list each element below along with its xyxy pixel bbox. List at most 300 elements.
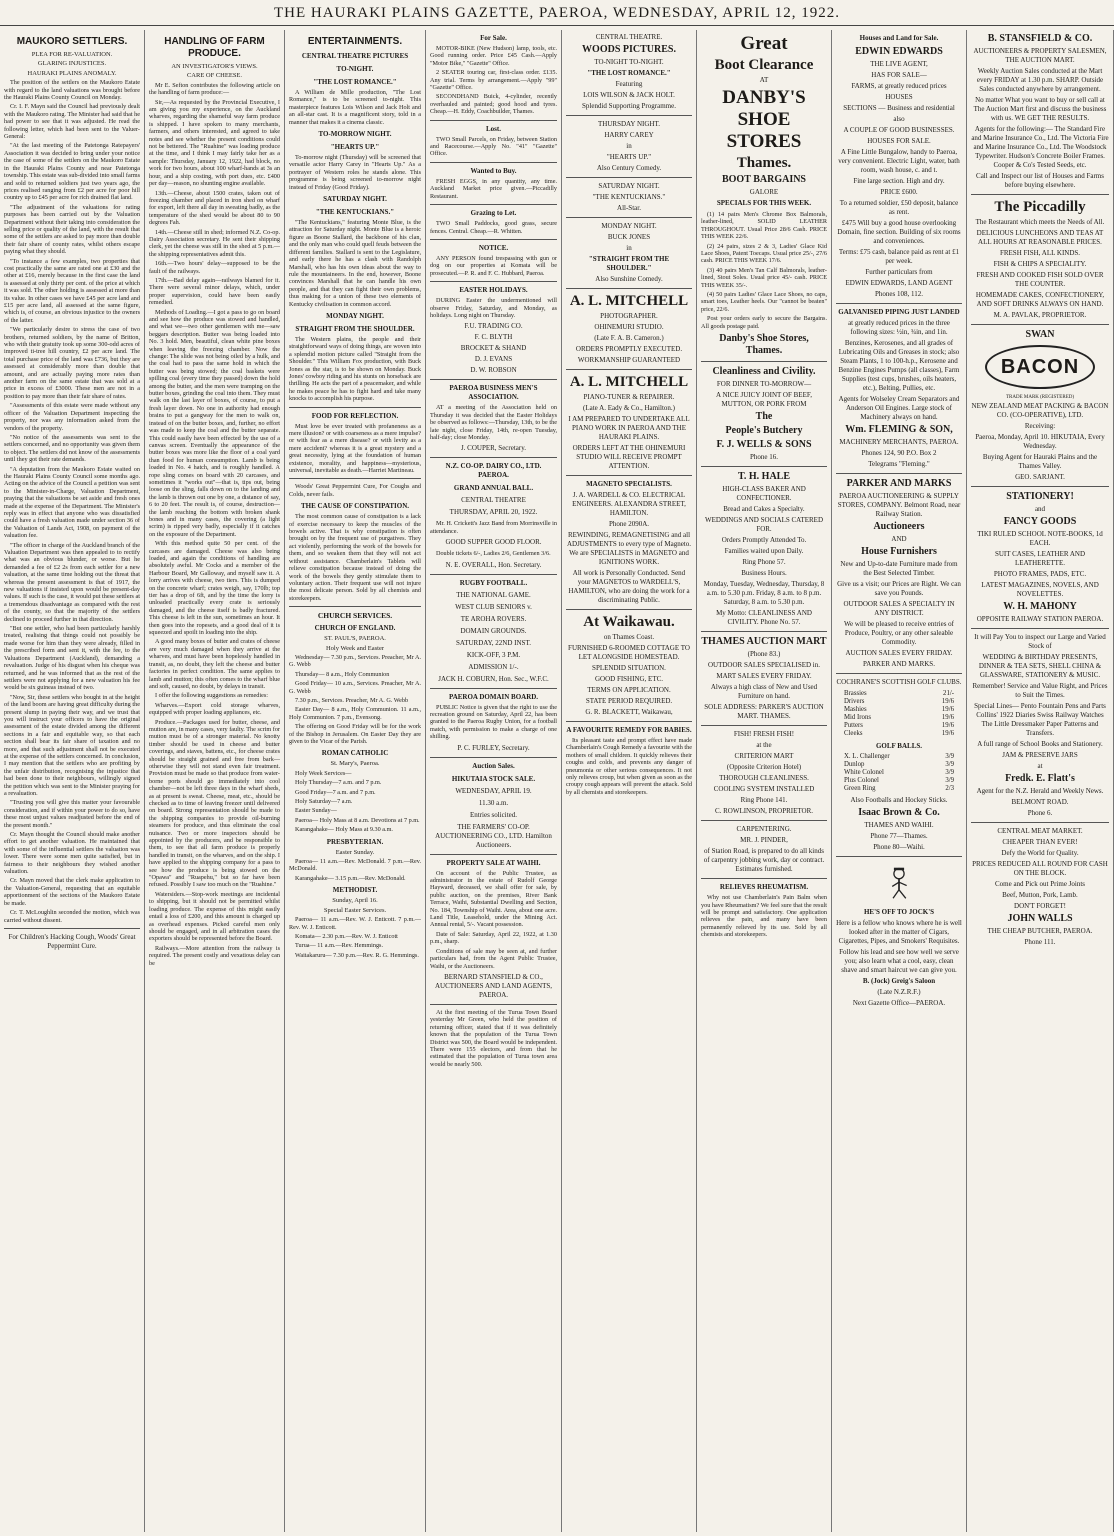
danbys-ad <box>701 33 827 208</box>
mahony-name: W. H. MAHONY <box>1003 601 1077 612</box>
divider <box>701 725 827 726</box>
house-475: £475 Will buy a good house overlooking Domain, fine section. Building of six rooms and conveniences. <box>837 219 961 245</box>
families: Families waited upon Daily. <box>724 547 804 556</box>
waihi-date: Date of Sale: Saturday, April 22, 1922, at 1.30 p.m., sharp. <box>430 930 557 946</box>
greig-saloon: B. (Jock) Greig's Saloon <box>862 977 936 985</box>
lost-romance-title: "THE LOST ROMANCE." <box>587 69 671 77</box>
waihi-conditions: Conditions of sale may be seen at, and further particulars had, from the Agent Public Trustee, Waihi, or the Auctioneers. <box>430 947 557 970</box>
criterion-mart-ad <box>701 730 827 816</box>
methodist-services-list <box>289 916 421 959</box>
buying-agent: Buying Agent for Hauraki Plains and the Thames Valley. <box>982 453 1098 470</box>
homemade: HOMEMADE CAKES, CONFECTIONERY, AND SOFT DRINKS ALWAYS ON HAND. <box>975 291 1105 308</box>
column-1 <box>0 30 145 1532</box>
article-paragraph: Cr. Mayn moved that the clerk make application to the Valuation-General, requesting that an equitable apportionment of the sections of the Maukoro Estate be made. <box>4 877 140 907</box>
fleming-name: Wm. FLEMING & SON, <box>845 424 953 435</box>
article-title-farm-produce: HANDLING OF FARM PRODUCE. <box>164 36 265 59</box>
hikutaia-heading: HIKUTAIA STOCK SALE. <box>451 774 536 783</box>
divider <box>566 369 692 370</box>
golf-clubs-list <box>836 690 962 738</box>
boot-special-item: (4) 50 pairs Ladies' Glace Lace Shoes, no caps, smart toes, Leather heels. Our "cannot be beaten" price, 22/6. <box>701 291 827 313</box>
golf-balls-heading: GOLF BALLS. <box>875 742 923 750</box>
service-entry: Karangahake— Holy Mass at 9.30 a.m. <box>295 826 393 834</box>
divider <box>566 721 692 722</box>
divider <box>430 204 557 205</box>
divider <box>836 303 962 304</box>
furniture: Always a high class of New and Used Furniture on hand. <box>710 683 818 701</box>
fishing: GOOD FISHING, ETC. <box>594 675 664 683</box>
pay-inspect: It will Pay You to inspect our Large and Varied Stock of <box>974 633 1106 650</box>
parker-marks-footer: PARKER AND MARKS. <box>863 660 935 668</box>
service-entry: Paeroa— 11 a.m.—Rev. W. J. Enticott. 7 p.m.—Rev. W. J. Enticott. <box>289 916 421 931</box>
motto: My Motto: CLEANLINESS AND CIVILITY. Phone No. 57. <box>716 609 812 627</box>
hearts-up-text: To-morrow night (Thursday) will be screened that versatile actor Harry Carey in "Hearts Up." As a portrayer of Western roles he stands alone. This programme is being screened to-morrow night instead of Friday (Good Friday). <box>289 154 421 191</box>
article-paragraph: Wharves.—Export cold storage wharves, equipped with proper loading appliances, etc. <box>149 701 280 717</box>
subhead: PLEA FOR RE-VALUATION. <box>31 51 113 58</box>
article-paragraph: Watersiders.—Stop-work meetings are incidental to shipping, but it should not be permitted whilst loading produce. The expense of this might easily entail a loss of £200, and this amount is charged up as overhead expenses. Picked careful men only should be engaged, and in all arbitration cases the exporters should be represented before the Board. <box>149 890 280 943</box>
divider <box>701 631 827 632</box>
price-row <box>836 769 962 777</box>
cooked-fish: FRESH AND COOKED FISH SOLD OVER THE COUNTER. <box>976 271 1104 288</box>
item-price: 19/6 <box>941 706 954 713</box>
babies-heading: A FAVOURITE REMEDY FOR BABIES. <box>566 726 692 734</box>
cheaper: CHEAPER THAN EVER! <box>1002 838 1078 846</box>
sole-address: SOLE ADDRESS: PARKER'S AUCTION MART. THAMES. <box>704 703 824 721</box>
trade-mark: TRADE MARK (REGISTERED) <box>1005 395 1075 400</box>
divider <box>971 486 1109 487</box>
central-theatre: CENTRAL THEATRE. <box>595 33 663 41</box>
for-sale-list <box>430 45 557 116</box>
insurance-agents: Agents for the following:— The Standard Fire and Marine Insurance Co., Ltd. The Victoria Fire and Marine Insurance Co., Ltd. The Woodstock Typewriter. Hudson's Concrete Boiler Frames. Cooper & Co's Tested Seeds, etc. <box>971 125 1109 169</box>
edwards-ad <box>836 46 962 299</box>
st-marys-heading: St. Mary's, Paeroa. <box>330 760 380 768</box>
and: AND <box>891 535 907 543</box>
state-period: STATE PERIOD REQUIRED. <box>585 697 673 705</box>
wanted-heading: Wanted to Buy. <box>470 166 517 175</box>
waihi-para: On account of the Public Trustee, as administrator in the estate of Rudolf George Hayward, deceased, we shall offer for sale, by public auction, on the premises, River Bank Terrace, Waihi, Substantial Dwelling and Section, No. 184, Township of Waihi. Area, about one acre. Land Title, Leasehold, under the Mining Act. Annual rental, 5/-. Vacant possession. <box>430 869 557 929</box>
hale-name: T. H. HALE <box>737 471 791 483</box>
isaac-brown-ad <box>836 796 962 852</box>
cheap-butcher: THE CHEAP BUTCHER, PAEROA. <box>987 927 1093 935</box>
divider <box>289 606 421 607</box>
couper-signature: J. COUPER, Secretary. <box>460 444 527 453</box>
magazines: LATEST MAGAZINES, NOVELS, AND NOVELETTES. <box>981 581 1099 598</box>
sections: SECTIONS — Business and residential <box>843 104 955 112</box>
new-furniture: New and Up-to-date Furniture made from the Best Selected Timber. <box>840 560 958 577</box>
pinder-text: of Station Road, is prepared to do all kinds of carpentry jobbing work, day or contract. Estimates furnished. <box>703 847 825 874</box>
methodist-heading: METHODIST. <box>332 886 378 895</box>
divider <box>701 878 827 879</box>
divider <box>836 473 962 474</box>
constipation-heading: THE CAUSE OF CONSTIPATION. <box>301 502 409 511</box>
divider <box>430 457 557 458</box>
houses: HOUSES <box>885 93 913 101</box>
service-entry: Paeroa— 11 a.m.—Rev. McDonald. 7 p.m.—Rev. McDonald. <box>289 858 421 873</box>
presbyterian-heading: PRESBYTERIAN. <box>326 837 384 846</box>
photo-frames: PHOTO FRAMES, PADS, ETC. <box>993 570 1087 578</box>
subhead: CARE OF CHEESE. <box>186 72 243 80</box>
fish-chips: FISH & CHIPS A SPECIALITY. <box>993 260 1087 268</box>
article-paragraph: With this method quite 50 per cent. of the carcases are damaged. Cheese was also being loaded, and again the conditions of handling are absolutely awful. Mr Cocks and a member of the Harbour Board, Mr Galloway, and myself saw it. A lorry arrives with cheese, two tiers. This is dumped on the concrete wharf; crates weigh, say, 170lb; top tier has a drop of 6ft, and by the time the lorry is unloaded practically every crate is seriously damaged, and the cheese itself is badly fractured. This cheese is left in the sun, sometimes an hour. It then goes into the ropesets, and a good deal of it is squeezed and spoilt in loading into the ship. <box>149 540 280 637</box>
returned-soldier: To a returned soldier, £50 deposit, balance as rent. <box>839 199 959 216</box>
service-entry: Waitakaruru— 7.30 p.m.—Rev. R. G. Hemmings. <box>295 951 419 959</box>
at-the: at the <box>756 741 772 750</box>
thames: Thames. <box>736 155 792 171</box>
divider <box>430 379 557 380</box>
greig-late: (Late N.Z.R.F.) <box>877 988 921 996</box>
at: AT <box>759 76 769 84</box>
column-2 <box>145 30 285 1532</box>
jock-title: HE'S OFF TO JOCK'S <box>863 908 935 916</box>
service-entry: Komata— 2.30 p.m.—Rev. W. J. Enticott <box>295 932 398 940</box>
divider <box>701 466 827 467</box>
article-paragraph: Produce.—Packages used for butter, cheese, and mutton are, in many cases, very faulty. The scrim for mutton must be of a stronger material. No knotty timber should be used in cheese and butter coverings, and staves, battens, etc., for cheese crates should be straight grained and free from bark—otherwise they will not stand even fair treatment. Provision must be made so that produce from water-borne ports should go immediately into cool chamber—not be left three days in the wharf sheds, as at present is sweat. Cheese, meat, etc., should be checked as to time of leaving freezer until delivered on board. Strong representation should be made to the shipping companies to provide oil-burning steamers for produce, and thus eliminate the coal nuisance. Two or more inspectors should be appointed by the producers, and be responsible to them, to see that all farm produce is properly handled in transit, on the wharves, and on the ship. I have applied to the shipping company for a pass to see how the produce is being stowed on the "Opawa" and "Ruapehu," but so far have been refused. Possibly I saw too much on the "Ruahine." <box>149 718 280 889</box>
kentuckians: "THE KENTUCKIANS." <box>592 193 666 201</box>
entertainments-title: ENTERTAINMENTS. <box>307 36 403 47</box>
divider <box>566 177 692 178</box>
greig-address: Next Gazette Office—PAEROA. <box>852 999 946 1007</box>
situation: SPLENDID SITUATION. <box>592 664 666 672</box>
rugby-national: THE NATIONAL GAME. <box>456 590 531 599</box>
divider <box>701 820 827 821</box>
divider <box>566 217 692 218</box>
flatt-ad <box>971 633 1109 818</box>
phone-16: Phone 16. <box>750 453 778 462</box>
tomorrow-heading: TO-MORROW NIGHT. <box>318 130 392 139</box>
lost-heading: Lost. <box>486 124 501 133</box>
bacon-logo: BACON <box>985 345 1095 389</box>
magneto-text-2: All work is Personally Conducted. Send your MAGNETOS to WARDELL'S, HAMILTON, who are doing the work for a discriminating Public. <box>568 569 690 604</box>
woods-cure-text: Woods' Great Peppermint Cure, For Coughs and Colds, never fails. <box>289 483 421 498</box>
sunday-april-heading: Sunday, April 16. <box>332 897 378 905</box>
divider <box>4 928 140 929</box>
stansfield-ad <box>971 33 1109 190</box>
business-assoc-heading: PAEROA BUSINESS MEN'S ASSOCIATION. <box>449 384 538 402</box>
divider <box>430 688 557 689</box>
special-easter-heading: Special Easter Services. <box>323 906 387 914</box>
service-entry: Karangahake— 3.15 p.m.—Rev. McDonald. <box>295 874 406 882</box>
easter-heading: EASTER HOLIDAYS. <box>459 286 528 295</box>
wells-sons: F. J. WELLS & SONS <box>716 439 812 451</box>
item-name: Plus Colonel <box>844 777 879 784</box>
piano-orders: ORDERS LEFT AT THE OHINEMURI STUDIO WILL RECEIVE PROMPT ATTENTION. <box>572 444 686 470</box>
boot-specials-list <box>701 211 827 313</box>
cough-cure-ad: For Children's Hacking Cough, Woods' Great Peppermint Cure. <box>8 932 136 950</box>
phone-77: Phone 77—Thames. <box>870 832 928 840</box>
article-paragraph: 13th.—Cheese, about 1500 crates, taken out of freezing chamber and placed in iron shed on wharf for export, left there all day in sweating badly, as the temperature of the shed would be about 80 to 90 degrees Fah. <box>149 189 280 227</box>
golf-balls-list <box>836 753 962 793</box>
stars: LOIS WILSON & JACK HOLT. <box>583 91 675 99</box>
in: in <box>626 244 632 252</box>
constipation-text: The most common cause of constipation is a lack of exercise necessary to keep the muscles of the bowels active. That is why constipation is often brought on by the frequent use of purgatives. They act violently, performing the work of the bowels for them, and so weaken them that they will not act without assistance. Chamberlain's Tablets will relieve constipation because instead of doing the work of the bowels they gently stimulate them to voluntary action. Their frequent use will not injure the most delicate person. Sold by all chemists and storekeepers. <box>289 513 421 602</box>
rugby-kickoff: KICK-OFF, 3 P.M. <box>466 650 521 659</box>
article-paragraph: "Now, Sir, these settlers who bought in at the height of the land boom are having great difficulty during the present slump in paying their way, and we trust that you will instruct your officers to have the original assessment of the estate divided among the different sections in a fair and equitable way, so that each section shall bear its fair share of taxation and no more, and that such adjustment shall not be executed at the expense of the settlers concerned. In conclusion, I may mention that the settlers who are profiting by the unfair distribution, recognising the injustice that had been done to their neighbours, willingly signed the petition which was sent to the Minister praying for a revaluation. <box>4 693 140 797</box>
nz-meat-packing: NEW ZEALAND MEAT PACKING & BACON CO. (CO-OPERATIVE), LTD. <box>971 402 1109 419</box>
photographer: PHOTOGRAPHER. <box>600 312 658 320</box>
article-paragraph: I offer the following suggestions as remedies: <box>155 692 268 700</box>
workmanship: WORKMANSHIP GUARANTEED <box>577 356 681 364</box>
item-price: 19/6 <box>941 730 954 737</box>
ball-tickets: Double tickets 6/-, Ladies 2/6, Gentlemen 3/6. <box>436 550 551 558</box>
cochrane-heading: COCHRANE'S SCOTTISH GOLF CLUBS. <box>836 678 962 686</box>
blackett: G. R. BLACKETT, Waikawau, <box>585 708 673 716</box>
divider <box>971 194 1109 195</box>
divider <box>566 115 692 116</box>
waihi-heading: PROPERTY SALE AT WAIHI. <box>446 858 541 867</box>
divider <box>566 475 692 476</box>
the: The <box>755 411 773 423</box>
phones-108: Phones 108, 112. <box>875 290 923 298</box>
opposite-station: OPPOSITE RAILWAY STATION PAEROA. <box>976 615 1104 623</box>
service-entry: Holy Saturday—7 a.m. <box>295 798 353 806</box>
notice-heading: NOTICE. <box>478 243 509 252</box>
article-paragraph: "The officer in charge of the Auckland branch of the Valuation Department was then appealed to to rectify what was an obvious blunder, or worse. But he demanded a fee of £2 2s from each settler for a new valuation, at the same time holding out the threat that whereas the present assessment is that of 1917, the new valuations if insisted upon would be present-day values. If such is the case, it would put these settlers at a tremendous disadvantage as compared with the rest of the county, so that the majority of the settlers declined to proceed further in that direction. <box>4 541 140 623</box>
piano-late: (Late A. Eady & Co., Hamilton.) <box>583 404 675 412</box>
rugby-rovers: TE AROHA ROVERS. <box>460 614 527 623</box>
item-price: 3/9 <box>945 769 954 776</box>
woods-pictures: WOODS PICTURES. <box>582 44 676 55</box>
no-matter: No matter What you want to buy or sell call at The Auction Mart first and discuss the business with us. WE GET THE RESULTS. <box>973 96 1107 122</box>
boot-clearance: Boot Clearance <box>714 57 814 73</box>
catholic-heading: ROMAN CATHOLIC <box>321 749 389 758</box>
column-3 <box>285 30 426 1532</box>
article-paragraph: "We particularly desire to stress the case of two brothers, returned soldiers, by the name of Britton, who with their gratuity took up some 300-odd acres of improved ti-tree hill country, £2 per acre land. The total purchase price of the land was £736, but they are assessed at considerably more than double that amount, and are actually paying more rates than another farm on the same estate that was sold at a price in excess of £3000. These men are not in a position to pay more than their fair share of rates. <box>4 326 140 400</box>
featuring: Featuring <box>615 80 643 88</box>
weekly-sales: Weekly Auction Sales conducted at the Mart every FRIDAY at 1.30 p.m. SHARP. Outside Sales conducted anywhere by arrangement. <box>976 67 1104 93</box>
parker-marks-ad <box>836 478 962 669</box>
domain-board-ad: PUBLIC Notice is given that the right to use the recreation ground on Saturday, April 22, has been granted to the Paeroa Rugby Union, for a football match, with permission to make a charge of one shilling. <box>430 703 557 741</box>
classified-ad: 2 SEATER touring car, first-class order. £135. Any trial. Terms by arrangement.—Apply "99" "Gazette" Office. <box>430 69 557 92</box>
phone-111: Phone 111. <box>1024 938 1056 946</box>
rugby-seniors: WEST CLUB SENIORS v. <box>455 602 532 611</box>
rowlinson: C. ROWLINSON, PROPRIETOR. <box>714 807 814 816</box>
article-paragraph: Cr. Mayn thought the Council should make another effort to get another valuation. He maintained that with some of the influential settlers the valuation was lower. There were some men quite satisfied, but in fairness to their neighbours they wished another valuation. <box>4 831 140 876</box>
carpentering: CARPENTERING. <box>736 825 792 834</box>
firm-name: D. W. ROBSON <box>470 366 517 375</box>
come-pick: Come and Pick out Prime Joints <box>994 880 1086 888</box>
article-paragraph: Mr E. Sefton contributes the following article on the handling of farm produce:— <box>149 81 280 97</box>
article-paragraph: The position of the settlers on the Maukoro Estate with regard to the land valuations was brought before the Hauraki Plains County Council on Monday. <box>4 79 140 102</box>
domain-board-heading: PAEROA DOMAIN BOARD. <box>448 692 539 701</box>
church-services-heading: CHURCH SERVICES. <box>317 611 393 621</box>
service-entry: Wednesday— 7.30 p.m., Services. Preacher, Mr A. G. Webb <box>289 653 421 669</box>
dont-forget: DON'T FORGET! <box>1014 902 1066 910</box>
wardell-phone: Phone 2090A. <box>608 520 650 528</box>
in: in <box>626 142 632 150</box>
criterion-mart: CRITERION MART <box>734 752 794 761</box>
item-price: 19/6 <box>941 698 954 705</box>
kentuckians-heading: "THE KENTUCKIANS." <box>315 208 395 217</box>
ball-heading: GRAND ANNUAL BALL. <box>453 484 534 493</box>
waikawau-ad <box>566 614 692 717</box>
wardell: J. A. WARDELL & CO. ELECTRICAL ENGINEERS. ALEXANDRA STREET, HAMILTON. <box>572 491 686 517</box>
divider <box>566 288 692 289</box>
galvanised-piping: GALVANISED PIPING JUST LANDED <box>838 308 960 316</box>
fancy-goods: FANCY GOODS <box>1003 516 1077 527</box>
ball-supper: GOOD SUPPER GOOD FLOOR. <box>445 538 542 547</box>
fresh-fish: FISH! FRESH FISH! <box>733 730 795 739</box>
john-walls: JOHN WALLS <box>1007 913 1073 924</box>
boot-bargains: BOOT BARGAINS <box>721 174 806 185</box>
weddings: WEDDINGS AND SOCIALS CATERED FOR. <box>704 516 824 534</box>
ball-theatre: CENTRAL THEATRE <box>461 496 526 505</box>
entries-solicited: Entries solicited. <box>469 810 518 819</box>
piping-prices: at greatly reduced prices in the three following sizes: ½in, ¾in, and 1in. <box>848 319 950 336</box>
bread-cakes: Bread and Cakes a Specialty. <box>723 505 805 514</box>
babies-text: Its pleasant taste and prompt effect have made Chamberlain's Cough Remedy a favourite with the mothers of small children. It quickly relieves their coughs and colds, and prevents any danger of pneumonia or other serious consequences. It not only relieves croup, but when given as soon as the croupy cough appears will prevent the attack. Sold by all chemists and storekeepers. <box>566 737 692 796</box>
house-furnishers: House Furnishers <box>861 546 937 557</box>
firm-name: F. C. BLYTH <box>474 333 513 342</box>
sarjant: GEO. SARJANT. <box>1015 473 1065 481</box>
outdoor-sales: OUTDOOR SALES SPECIALISED in. <box>707 661 820 670</box>
mahony-ad <box>971 491 1109 624</box>
service-entry: Paeroa— Holy Mass at 8 a.m. Devotions at 7 p.m. <box>295 816 420 824</box>
give-visit: Give us a visit; our Prices are Right. We can save you Pounds. <box>837 580 961 597</box>
classified-ad: MOTOR-BIKE (New Hudson) lamp, tools, etc. Good running order. Price £45 Cash.—Apply "Motor Bike," "Gazette" Office. <box>430 45 557 67</box>
price-600: PRICE £600. <box>880 188 918 196</box>
meats: Beef, Mutton, Pork, Lamb. <box>1002 891 1078 899</box>
article-paragraph: Sir,—As requested by the Provincial Executive, I am giving you my experience, on the Auckland wharves, regarding the shameful way farm produce is shipped. I have spoken to many merchants, farmers, and others interested, and agreed to take notes and see whether the present conditions could not be bettered. The "Ruahine" was loading produce at the time, and I think I may fairly take her as a sample: Thursday, January 12, 1922, had block, no work for two hours, about 100 wharf-hands at 3s an hour, and a ship costing, with port dues, etc. £400 per day—reason, no shunting engine available. <box>149 98 280 188</box>
item-price: 3/9 <box>945 761 954 768</box>
restaurant: The Restaurant which meets the Needs of All. <box>975 218 1105 226</box>
firm-name: BROCKET & SHAND <box>460 344 527 353</box>
magneto-ad <box>566 480 692 605</box>
price-row <box>836 714 962 722</box>
auction-every-friday: AUCTION SALES EVERY FRIDAY. <box>845 649 953 657</box>
hikutaia-time: 11.30 a.m. <box>478 798 509 807</box>
mart-sales: MART SALES EVERY FRIDAY. <box>716 672 812 681</box>
saturday-night: SATURDAY NIGHT. <box>598 182 660 190</box>
danbys-shoe-stores: DANBY'S SHOE STORES <box>722 87 806 152</box>
golf-ad <box>836 678 962 687</box>
at: at <box>1037 762 1043 770</box>
fresh-fish: FRESH FISH, ALL KINDS. <box>999 249 1081 257</box>
divider <box>430 281 557 282</box>
easter-sunday-heading: Easter Sunday. <box>335 848 375 856</box>
defy: Defy the World for Quality. <box>1001 849 1079 857</box>
fine-section: Fine large section. High and dry. <box>853 177 945 185</box>
item-price: 3/9 <box>945 777 954 784</box>
article-title-maukoro: MAUKORO SETTLERS. <box>16 36 128 47</box>
wedding-presents: WEDDING & BIRTHDAY PRESENTS, DINNER & TEA SETS, SHELL CHINA & GLASSWARE, STATIONERY & MUSIC. <box>978 653 1102 679</box>
coburn-signature: JACK H. COBURN, Hon. Sec., W.F.C. <box>438 674 549 683</box>
divider <box>430 120 557 121</box>
terms: TERMS ON APPLICATION. <box>587 686 671 694</box>
rugby-date: SATURDAY, 22ND INST. <box>456 638 531 647</box>
man-illustration-icon <box>882 865 916 901</box>
boot-special-item: (1) 14 pairs Men's Chrome Box Balmorals, leather-lined, SOLID LEATHER THROUGHOUT. Usual Price 28/6 Cash. PRICE THIS WEEK 22/6. <box>701 211 827 241</box>
subhead: AN INVESTIGATOR'S VIEWS. <box>171 63 258 70</box>
divider <box>289 407 421 408</box>
service-entry: The offering on Good Friday will be for the work of the Bishop in Jerusalem. On Easter Day they are given to the Vicar of the Parish. <box>289 723 421 745</box>
opposite-hotel: (Opposite Criterion Hotel) <box>726 763 802 772</box>
ring-141: Ring Phone 141. <box>740 796 788 805</box>
prices-reduced: PRICES REDUCED ALL ROUND FOR CASH ON THE BLOCK. <box>972 860 1108 877</box>
article-paragraph: A good many boxes of butter and crates of cheese are very much damaged when they arrive at the wharves, and must have been hopelessly handled in transit, as, no doubt, they left the cheese and butter factories in perfect condition. The same applies to lamb and mutton; this often comes to the wharf blue and soft, caused, no doubt, by delays in transit. <box>149 638 280 690</box>
food-reflection-heading: FOOD FOR REFLECTION. <box>311 411 399 420</box>
grazing-heading: Grazing to Let. <box>470 209 517 218</box>
lost-romance-heading: "THE LOST ROMANCE." <box>313 78 397 86</box>
peoples-butchery-ad <box>701 366 827 462</box>
item-price: 21/- <box>943 690 954 697</box>
item-name: Dunlop <box>844 761 865 768</box>
masthead: THE HAURAKI PLAINS GAZETTE, PAEROA, WEDNESDAY, APRIL 12, 1922. <box>0 0 1114 26</box>
carpentering-ad <box>701 825 827 874</box>
divider <box>836 856 962 857</box>
item-name: Putters <box>844 722 863 729</box>
pavlak: M. A. PAVLAK, PROPRIETOR. <box>993 311 1087 319</box>
service-entry: 7.30 p.m., Services. Preacher, Mr A. G. Webb <box>295 696 409 704</box>
item-price: 19/6 <box>941 722 954 729</box>
magneto-text: REWINDING, REMAGNETISING and all ADJUSTMENTS to every type of Magneto. We are SPECIALISTS in MAGNETO and IGNITIONS WORK. <box>566 531 692 566</box>
baker: HIGH-CLASS BAKER AND CONFECTIONER. <box>722 485 806 503</box>
parker-sub: PAEROA AUCTIONEERING & SUPPLY STORES, COMPANY. Belmont Road, near Railway Station. <box>837 492 961 518</box>
swan-bacon-ad <box>971 329 1109 482</box>
auctioneers: Auctioneers <box>873 521 925 532</box>
article-body-maukoro <box>4 79 140 924</box>
cleanliness: Cleanliness and Civility. <box>712 366 816 378</box>
article-paragraph: "To instance a few examples, two properties that cost practically the same are rated one at £30 and the other at £16, merely because in the first case the land is assessed at only thirty per cent. of the price at which it was sold. The other holding is assessed at more than its value. In other cases we have £45 per acre land and £15 per acre land, all assessed at the same figure, which is, of course, an obvious injustice to the owners of the latter. <box>4 257 140 324</box>
holy-week-heading: Holy Week and Easter <box>325 644 385 652</box>
walls-ad <box>971 827 1109 947</box>
specials: SPECIALS FOR THIS WEEK. <box>716 199 812 207</box>
harry-carey: HARRY CAREY <box>604 131 654 139</box>
waikawau-heading: At Waikawau. <box>583 614 675 630</box>
article-paragraph: "But one settler, who had been particularly harshly treated, realising that things could not possibly be made worse for him than they were already, filled in the prescribed form and sent it, with the fee, to the Valuations Department (Auckland), demanding a revaluation. Judge of his disgust when his cheque was returned, and he was informed that as the rest of the settlers were not applying for a new valuation his fee would be six guineas instead of two. <box>4 625 140 692</box>
price-row <box>836 706 962 714</box>
service-entry: Holy Thursday—7 a.m. and 7 p.m. <box>295 779 382 787</box>
galore: GALORE <box>749 188 779 196</box>
rugby-admission: ADMISSION 1/-. <box>468 662 519 671</box>
hours-text: Monday, Tuesday, Wednesday, Thursday, 8 a.m. to 5.30 p.m. Friday, 8 a.m. to 8 p.m. Saturday, 8 a.m. to 5.30 p.m. <box>703 580 825 607</box>
thames-coast: on Thames Coast. <box>603 633 655 641</box>
juicy-joint: A NICE JUICY JOINT OF BEEF, MUTTON, OR PORK FROM <box>716 391 812 409</box>
easter-firms-list <box>430 322 557 375</box>
ball-date: THURSDAY, APRIL 20, 1922. <box>449 508 538 517</box>
isaac-brown: Isaac Brown & Co. <box>858 807 940 818</box>
boot-special-item: (2) 24 pairs, sizes 2 & 3, Ladies' Glace Kid Lace Shoes, Patent Toecaps. Usual price 25/-, 27/6 cash. PRICE THIS WEEK 17/6. <box>701 242 827 265</box>
sunshine-comedy: Also Sunshine Comedy. <box>595 275 663 283</box>
hearts-up-heading: "HEARTS UP." <box>330 143 380 152</box>
service-entry: Holy Week Services— <box>295 769 352 777</box>
edwards-land-agent: EDWIN EDWARDS, LAND AGENT <box>845 279 953 287</box>
price-row <box>836 730 962 738</box>
price-row <box>836 785 962 793</box>
article-paragraph: "The adjustment of the valuations for rating purposes has been carried out by the Valuation Department without their taking into consideration the selling price or quality of the land, with the result that some of the settlers are asked to pay more than double their fair share of county rates, whilst others escape paying what they should. <box>4 203 140 256</box>
column-7 <box>832 30 967 1532</box>
hearts-up: "HEARTS UP." <box>606 153 652 161</box>
business-assoc-ad: AT a meeting of the Association held on Thursday it was decided that the Easter Holidays be observed as follows:—Thursday, 13th, to be the late night, close Friday, 14th, re-open Tuesday, half-day; close Monday. <box>430 404 557 441</box>
column-5 <box>562 30 697 1532</box>
fleming-ad <box>836 308 962 469</box>
divider <box>971 628 1109 629</box>
monday-heading: MONDAY NIGHT. <box>326 311 384 320</box>
century-comedy: Also Century Comedy. <box>596 164 662 172</box>
luncheons: DELICIOUS LUNCHEONS AND TEAS AT ALL HOURS AT REASONABLE PRICES. <box>976 229 1104 246</box>
phone-6: Phone 6. <box>1027 809 1053 817</box>
item-name: Mid Irons <box>844 714 871 721</box>
service-entry: Good Friday— 10 a.m., Services. Preacher, Mr A. G. Webb <box>289 680 421 695</box>
item-name: White Colonel <box>844 769 884 776</box>
furley-signature: P. C. FURLEY, Secretary. <box>457 743 530 752</box>
st-pauls-heading: ST. PAUL'S, PAEROA. <box>324 635 386 643</box>
straight-text: The Western plains, the people and their straightforward ways of doing things, are woven into a splendid motion picture called "Straight from the Shoulder." This William Fox production, with Buck Jones as the star, is to be shown on Monday. Buck Jones' cowboy riding and his stunts on horseback are thrilling. He acts the part of a peacemaker, and while he makes peace he has to fight hard and take many knocks to accomplish his purpose. <box>289 335 421 403</box>
school-books: A full range of School Books and Stationery. <box>977 740 1103 748</box>
article-paragraph: 14th.—Cheese still in shed; informed N.Z. Co-op. Dairy Association secretary. He sent their shipping clerk, yet the cheese was still in the shed at 5 p.m.—the shipping representatives admit this. <box>149 228 280 258</box>
divider <box>836 673 962 674</box>
piano-tuner: PIANO-TUNER & REPAIRER. <box>583 393 675 401</box>
danbys-footer <box>701 333 827 357</box>
article-paragraph: "Trusting you will give this matter your favourable consideration, and if within your power to do so, have these most unjust values readjusted before the end of the present month." <box>4 799 140 829</box>
